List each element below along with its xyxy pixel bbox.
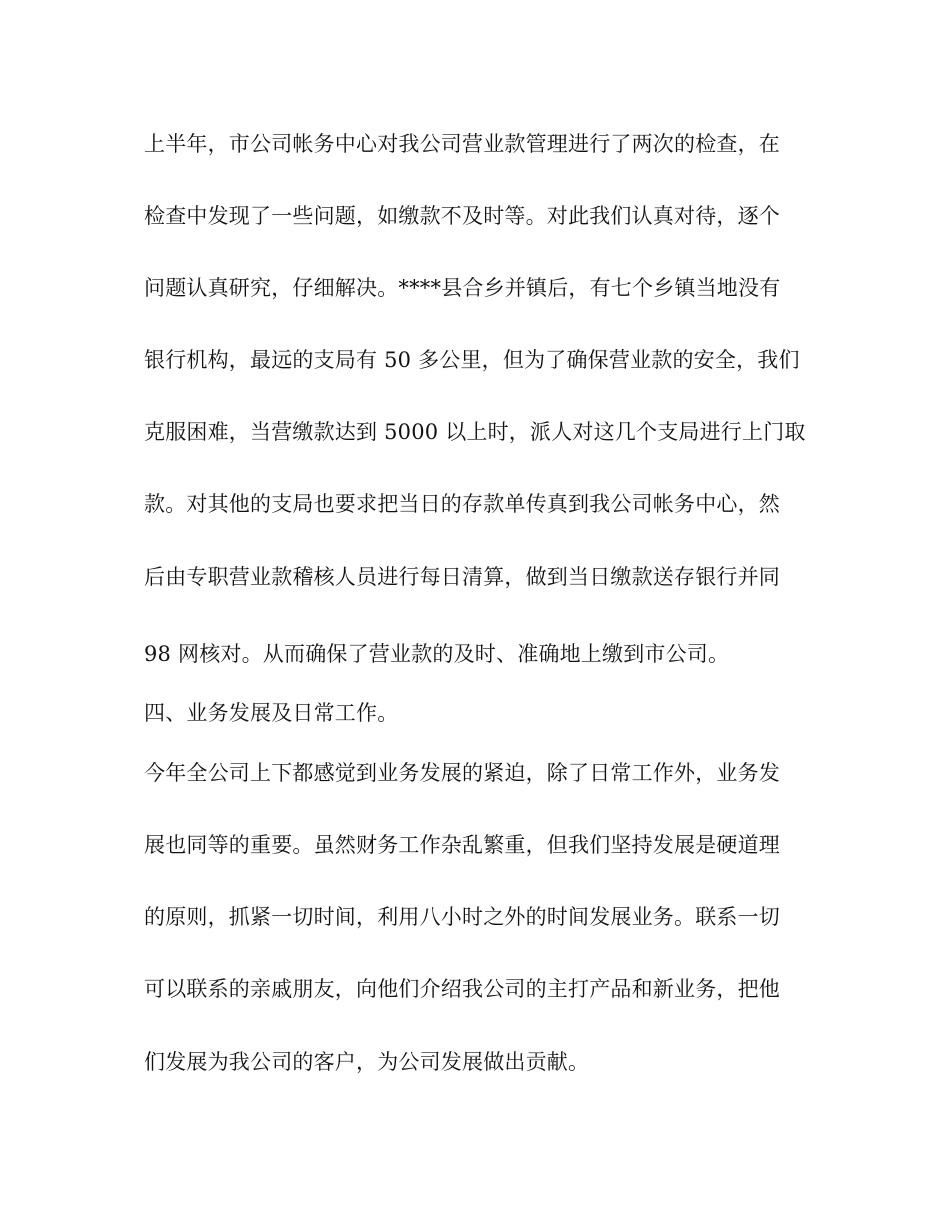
paragraph-line: 后由专职营业款稽核人员进行每日清算，做到当日缴款送存银行并同 — [144, 565, 780, 589]
paragraph-line: 今年全公司上下都感觉到业务发展的紧迫，除了日常工作外，业务发 — [144, 761, 780, 785]
paragraph-line: 款。对其他的支局也要求把当日的存款单传真到我公司帐务中心，然 — [144, 492, 780, 516]
section-heading: 四、业务发展及日常工作。 — [144, 701, 399, 725]
paragraph-line: 问题认真研究，仔细解决。****县合乡并镇后，有七个乡镇当地没有 — [144, 276, 781, 300]
paragraph-line: 展也同等的重要。虽然财务工作杂乱繁重，但我们坚持发展是硬道理 — [144, 833, 780, 857]
paragraph-line: 98 网核对。从而确保了营业款的及时、准确地上缴到市公司。 — [144, 642, 730, 666]
paragraph-line: 们发展为我公司的客户，为公司发展做出贡献。 — [144, 1050, 590, 1074]
paragraph-line: 的原则，抓紧一切时间，利用八小时之外的时间发展业务。联系一切 — [144, 905, 780, 929]
paragraph-line: 上半年，市公司帐务中心对我公司营业款管理进行了两次的检查，在 — [144, 132, 780, 156]
paragraph-line: 可以联系的亲戚朋友，向他们介绍我公司的主打产品和新业务，把他 — [144, 977, 780, 1001]
paragraph-line: 检查中发现了一些问题，如缴款不及时等。对此我们认真对待，逐个 — [144, 204, 780, 228]
paragraph-line: 银行机构，最远的支局有 50 多公里，但为了确保营业款的安全，我们 — [144, 348, 800, 372]
paragraph-line: 克服困难，当营缴款达到 5000 以上时，派人对这几个支局进行上门取 — [144, 420, 806, 444]
